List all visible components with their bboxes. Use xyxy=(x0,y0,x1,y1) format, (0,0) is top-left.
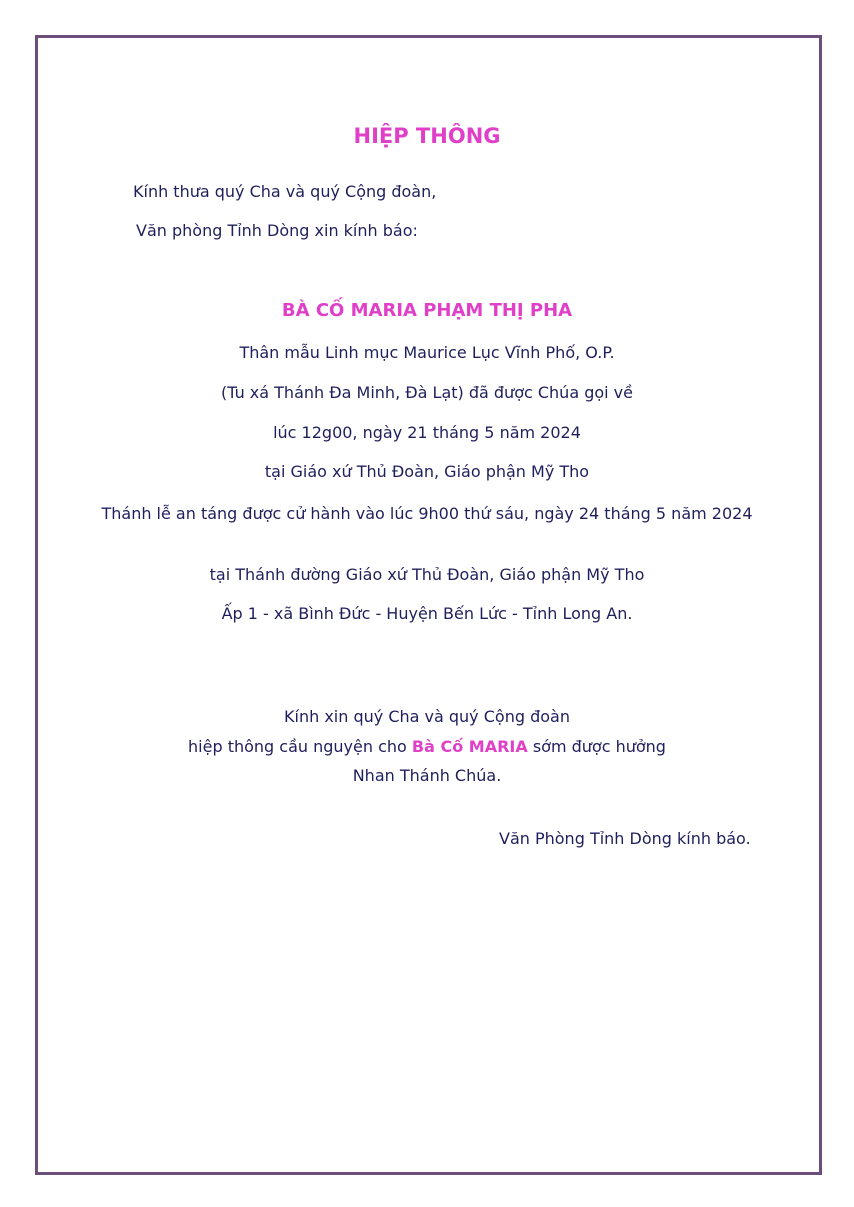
detail-line-7: Ấp 1 - xã Bình Đức - Huyện Bến Lức - Tỉnh Long An. xyxy=(221,604,633,623)
detail-line-4: tại Giáo xứ Thủ Đoàn, Giáo phận Mỹ Tho xyxy=(264,462,590,481)
salutation-text: Kính thưa quý Cha và quý Cộng đoàn, xyxy=(133,182,437,201)
prayer-line-1: Kính xin quý Cha và quý Cộng đoàn xyxy=(284,707,570,726)
detail-line-5: Thánh lễ an táng được cử hành vào lúc 9h00 thứ sáu, ngày 24 tháng 5 năm 2024 xyxy=(101,504,753,523)
prayer-highlight-name: Bà Cố MARIA xyxy=(411,737,528,756)
deceased-name: BÀ CỐ MARIA PHẠM THỊ PHA xyxy=(281,300,573,321)
detail-line-3: lúc 12g00, ngày 21 tháng 5 năm 2024 xyxy=(273,423,581,442)
prayer-line-2-after: sớm được hưởng xyxy=(527,737,666,756)
prayer-line-3: Nhan Thánh Chúa. xyxy=(352,766,502,785)
document-title: HIỆP THÔNG xyxy=(353,124,501,148)
detail-line-1: Thân mẫu Linh mục Maurice Lục Vĩnh Phố, O.P. xyxy=(239,343,615,362)
announcement-text: Văn phòng Tỉnh Dòng xin kính báo: xyxy=(136,221,418,240)
detail-line-2: (Tu xá Thánh Đa Minh, Đà Lạt) đã được Chúa gọi về xyxy=(220,383,633,402)
detail-line-6: tại Thánh đường Giáo xứ Thủ Đoàn, Giáo phận Mỹ Tho xyxy=(209,565,645,584)
signoff-text: Văn Phòng Tỉnh Dòng kính báo. xyxy=(499,829,751,848)
prayer-line-2 xyxy=(0,737,854,756)
prayer-line-2-before: hiệp thông cầu nguyện cho xyxy=(188,737,412,756)
